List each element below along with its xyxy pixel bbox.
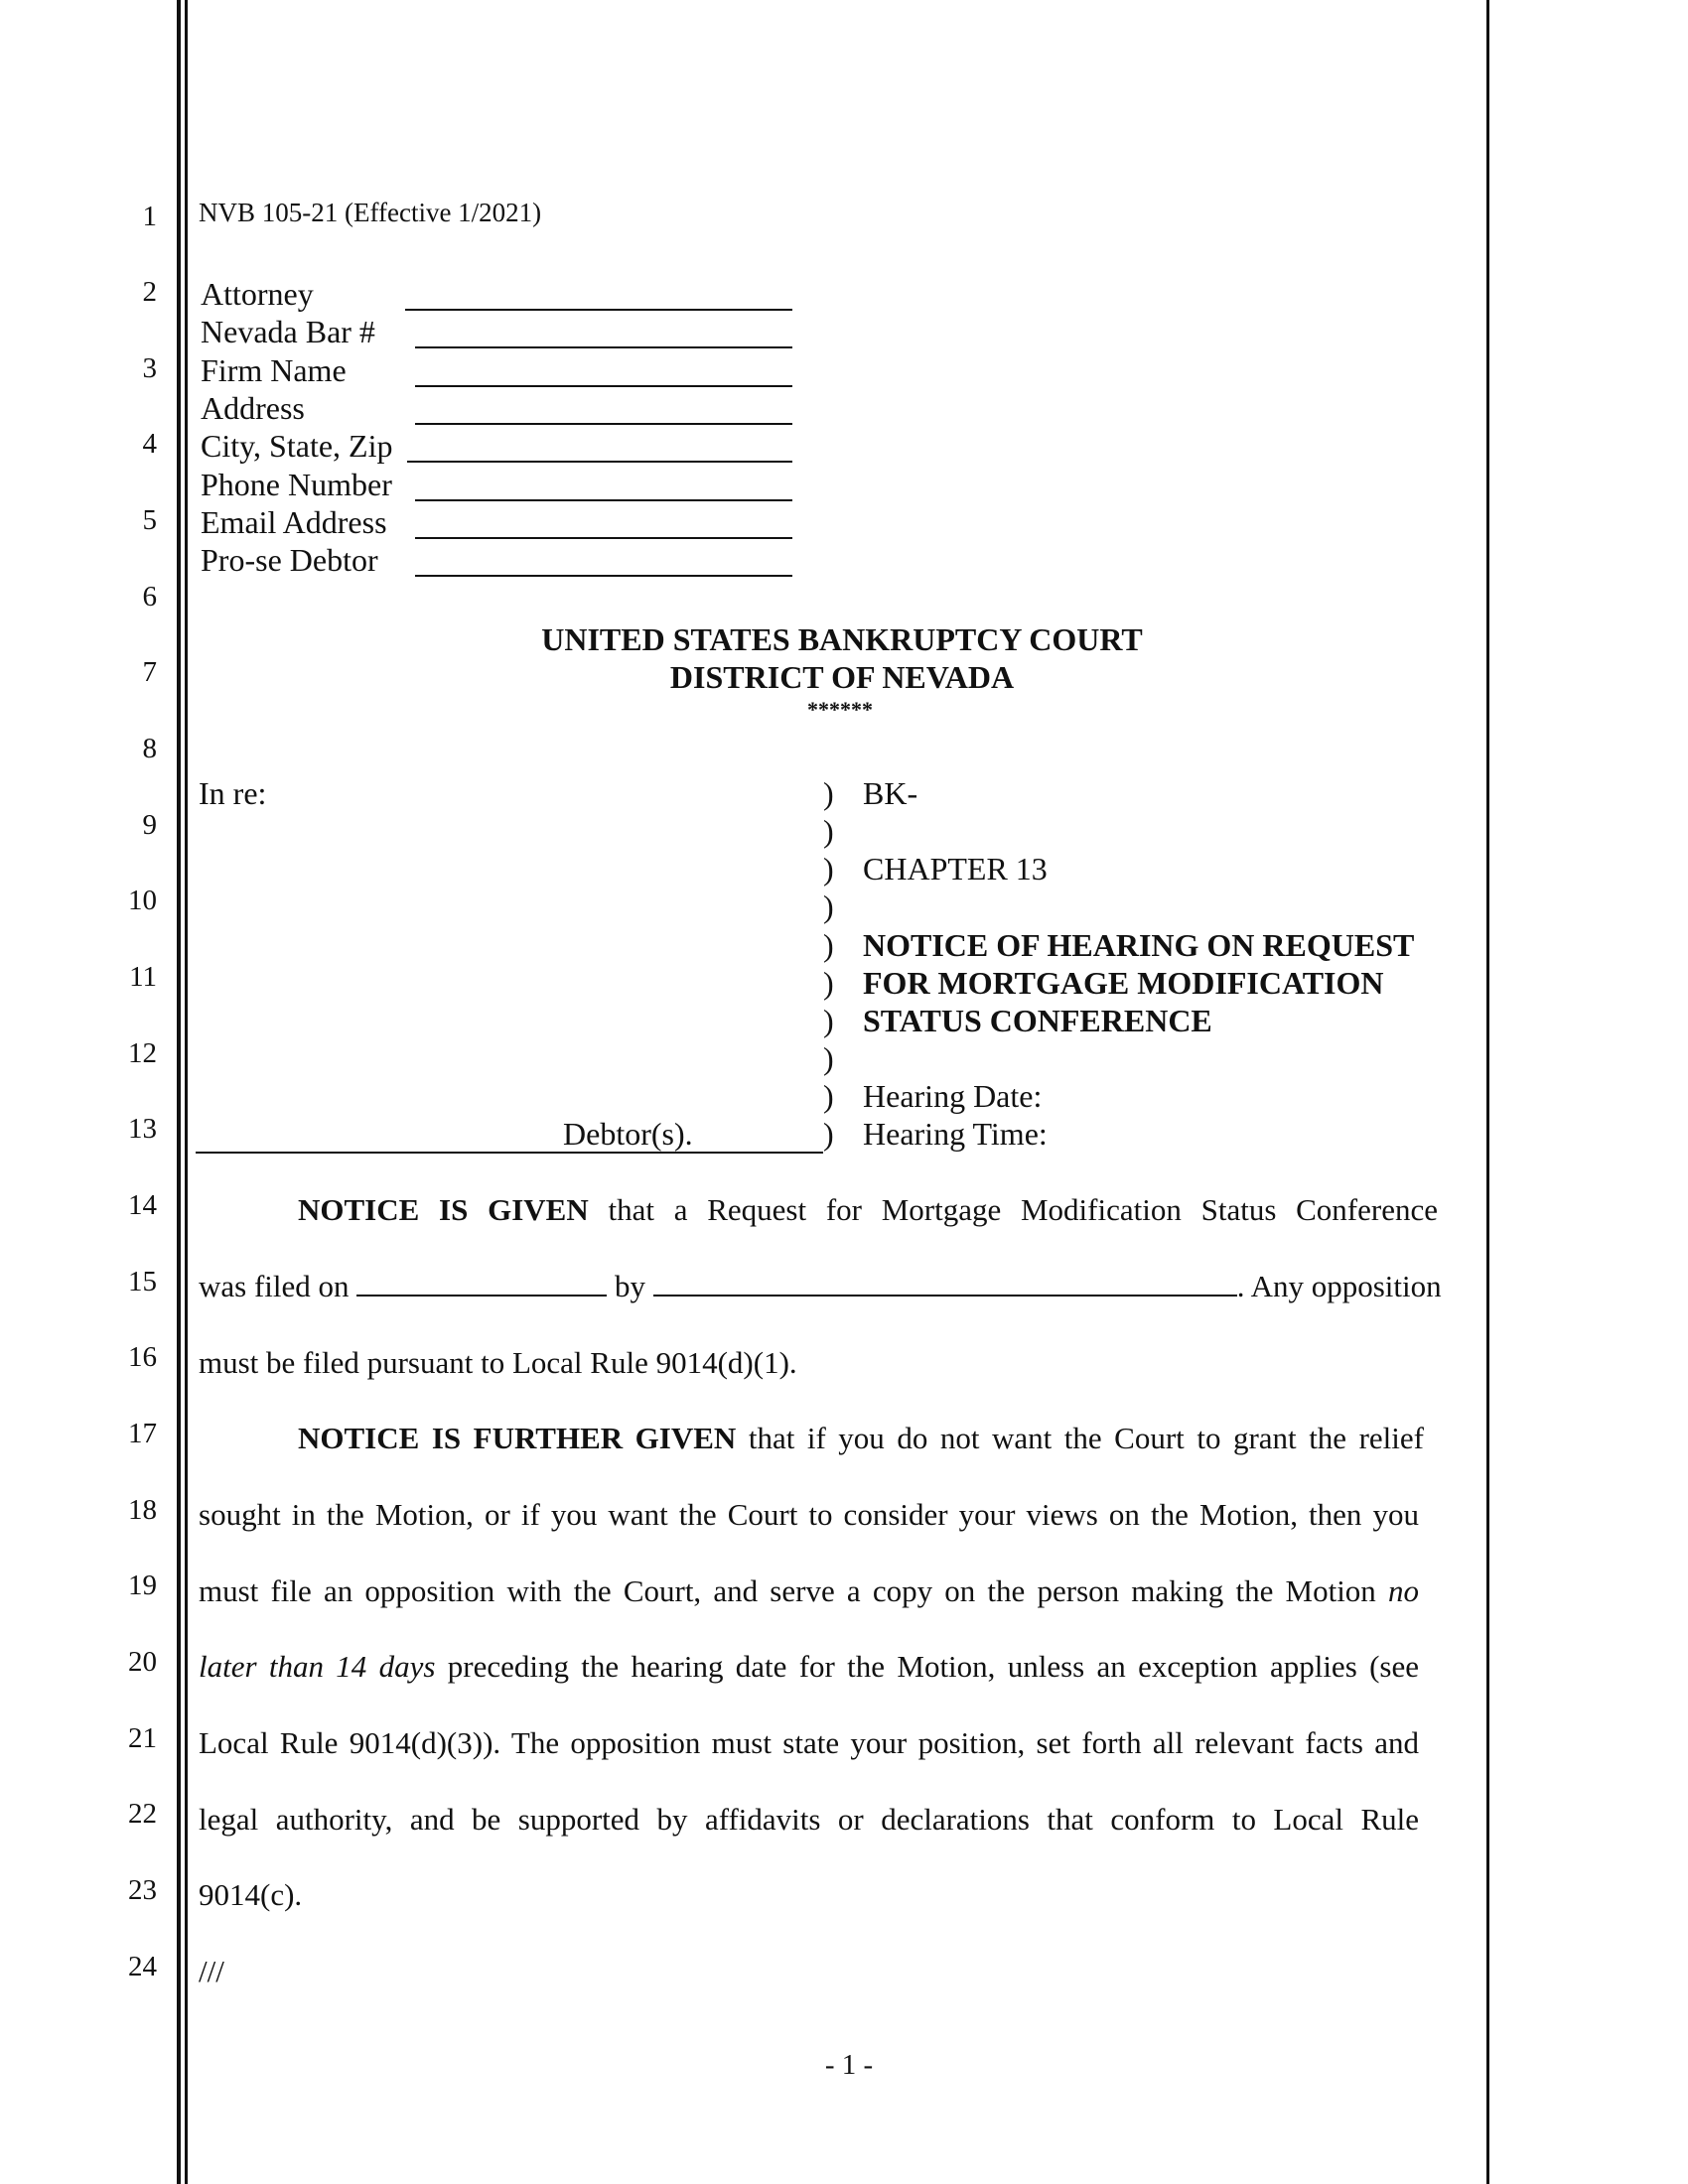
debtor-label: Debtor(s). bbox=[563, 1116, 693, 1152]
line-number: 20 bbox=[128, 1646, 157, 1678]
city-state-zip-field[interactable] bbox=[407, 461, 792, 463]
body-text: preceding the hearing date for the Motion, unless an exception applies (see bbox=[435, 1649, 1419, 1684]
attorney-field[interactable] bbox=[405, 309, 792, 311]
line-number: 24 bbox=[128, 1951, 157, 1982]
notice-given-heading: NOTICE IS GIVEN bbox=[298, 1192, 589, 1227]
line-number: 13 bbox=[128, 1113, 157, 1145]
body-text: by bbox=[607, 1269, 653, 1303]
email-address-field[interactable] bbox=[415, 537, 792, 539]
address-label: Address bbox=[201, 390, 305, 426]
line-number: 22 bbox=[128, 1798, 157, 1830]
line-number: 15 bbox=[128, 1266, 157, 1297]
body-text: must file an opposition with the Court, and serve a copy on the person making the Motion bbox=[199, 1573, 1388, 1608]
city-state-zip-label: City, State, Zip bbox=[201, 428, 393, 464]
line-number: 6 bbox=[142, 581, 157, 613]
line-number: 21 bbox=[128, 1722, 157, 1754]
email-address-label: Email Address bbox=[201, 504, 387, 540]
line-number: 14 bbox=[128, 1189, 157, 1221]
line-number: 23 bbox=[128, 1874, 157, 1906]
body-line-16: must be filed pursuant to Local Rule 9014(d)(1). bbox=[199, 1345, 797, 1380]
line-number: 16 bbox=[128, 1341, 157, 1373]
line-number: 2 bbox=[142, 276, 157, 308]
filed-date-blank[interactable] bbox=[356, 1295, 607, 1297]
line-number: 4 bbox=[142, 428, 157, 460]
caption-paren: ) bbox=[823, 813, 834, 849]
document-title-line-3: STATUS CONFERENCE bbox=[863, 1003, 1212, 1038]
left-margin-rule-inner bbox=[185, 0, 188, 2184]
body-line-21: Local Rule 9014(d)(3)). The opposition must state your position, set forth all relevant facts and bbox=[199, 1725, 1419, 1760]
body-line-19 bbox=[199, 1573, 1419, 1609]
right-margin-rule bbox=[1486, 0, 1489, 2184]
caption-paren: ) bbox=[823, 775, 834, 811]
body-line-14 bbox=[298, 1192, 1438, 1228]
body-line-22: legal authority, and be supported by affidavits or declarations that conform to Local Rule bbox=[199, 1802, 1419, 1837]
line-number: 18 bbox=[128, 1494, 157, 1526]
body-line-17 bbox=[298, 1421, 1424, 1456]
attorney-label: Attorney bbox=[201, 276, 314, 312]
page-number: - 1 - bbox=[824, 2049, 874, 2081]
pro-se-debtor-field[interactable] bbox=[415, 575, 792, 577]
line-number: 8 bbox=[142, 733, 157, 764]
phone-number-field[interactable] bbox=[415, 499, 792, 501]
document-title-line-1: NOTICE OF HEARING ON REQUEST bbox=[863, 927, 1415, 963]
continuation-marker: /// bbox=[199, 1954, 224, 1988]
line-number: 19 bbox=[128, 1570, 157, 1601]
chapter-label: CHAPTER 13 bbox=[863, 851, 1048, 887]
line-number: 9 bbox=[142, 809, 157, 841]
line-number: 12 bbox=[128, 1037, 157, 1069]
court-name: UNITED STATES BANKRUPTCY COURT bbox=[541, 621, 1143, 657]
court-separator: ****** bbox=[807, 697, 873, 722]
caption-paren: ) bbox=[823, 851, 834, 887]
notice-further-given-heading: NOTICE IS FURTHER GIVEN bbox=[298, 1421, 737, 1455]
line-number: 5 bbox=[142, 504, 157, 536]
filed-by-blank[interactable] bbox=[653, 1295, 1237, 1297]
in-re-label: In re: bbox=[199, 775, 267, 811]
case-number-label: BK- bbox=[863, 775, 918, 811]
body-line-20 bbox=[199, 1649, 1419, 1685]
document-title-line-2: FOR MORTGAGE MODIFICATION bbox=[863, 965, 1384, 1001]
caption-paren: ) bbox=[823, 888, 834, 924]
body-text: . Any opposition bbox=[1236, 1269, 1442, 1303]
body-text: was filed on bbox=[199, 1269, 357, 1303]
caption-paren: ) bbox=[823, 965, 834, 1001]
address-field[interactable] bbox=[415, 423, 792, 425]
line-number: 3 bbox=[142, 352, 157, 384]
body-text: that if you do not want the Court to grant the relief bbox=[736, 1421, 1424, 1455]
phone-number-label: Phone Number bbox=[201, 467, 392, 502]
line-number: 11 bbox=[129, 961, 157, 993]
nevada-bar-label: Nevada Bar # bbox=[201, 314, 375, 349]
body-text: that a Request for Mortgage Modification Status Conference bbox=[588, 1192, 1438, 1227]
firm-name-field[interactable] bbox=[415, 385, 792, 387]
court-district: DISTRICT OF NEVADA bbox=[669, 659, 1015, 695]
caption-paren: ) bbox=[823, 1003, 834, 1038]
body-line-23: 9014(c). bbox=[199, 1877, 303, 1912]
debtor-name-line bbox=[196, 1152, 823, 1154]
caption-paren: ) bbox=[823, 1116, 834, 1152]
hearing-date-label: Hearing Date: bbox=[863, 1078, 1043, 1114]
line-number: 7 bbox=[142, 656, 157, 688]
body-line-15 bbox=[199, 1269, 1465, 1304]
line-number: 10 bbox=[128, 885, 157, 916]
emphasis-text: no bbox=[1388, 1573, 1419, 1608]
hearing-time-label: Hearing Time: bbox=[863, 1116, 1048, 1152]
pro-se-debtor-label: Pro-se Debtor bbox=[201, 542, 378, 578]
caption-paren: ) bbox=[823, 927, 834, 963]
body-line-18: sought in the Motion, or if you want the Court to consider your views on the Motion, then you bbox=[199, 1497, 1419, 1532]
line-number: 17 bbox=[128, 1418, 157, 1449]
left-margin-rule-outer bbox=[177, 0, 181, 2184]
firm-name-label: Firm Name bbox=[201, 352, 347, 388]
nevada-bar-field[interactable] bbox=[415, 346, 792, 348]
caption-paren: ) bbox=[823, 1040, 834, 1076]
caption-paren: ) bbox=[823, 1078, 834, 1114]
form-id: NVB 105-21 (Effective 1/2021) bbox=[199, 198, 542, 227]
line-number: 1 bbox=[142, 201, 157, 232]
emphasis-text: later than 14 days bbox=[199, 1649, 436, 1684]
